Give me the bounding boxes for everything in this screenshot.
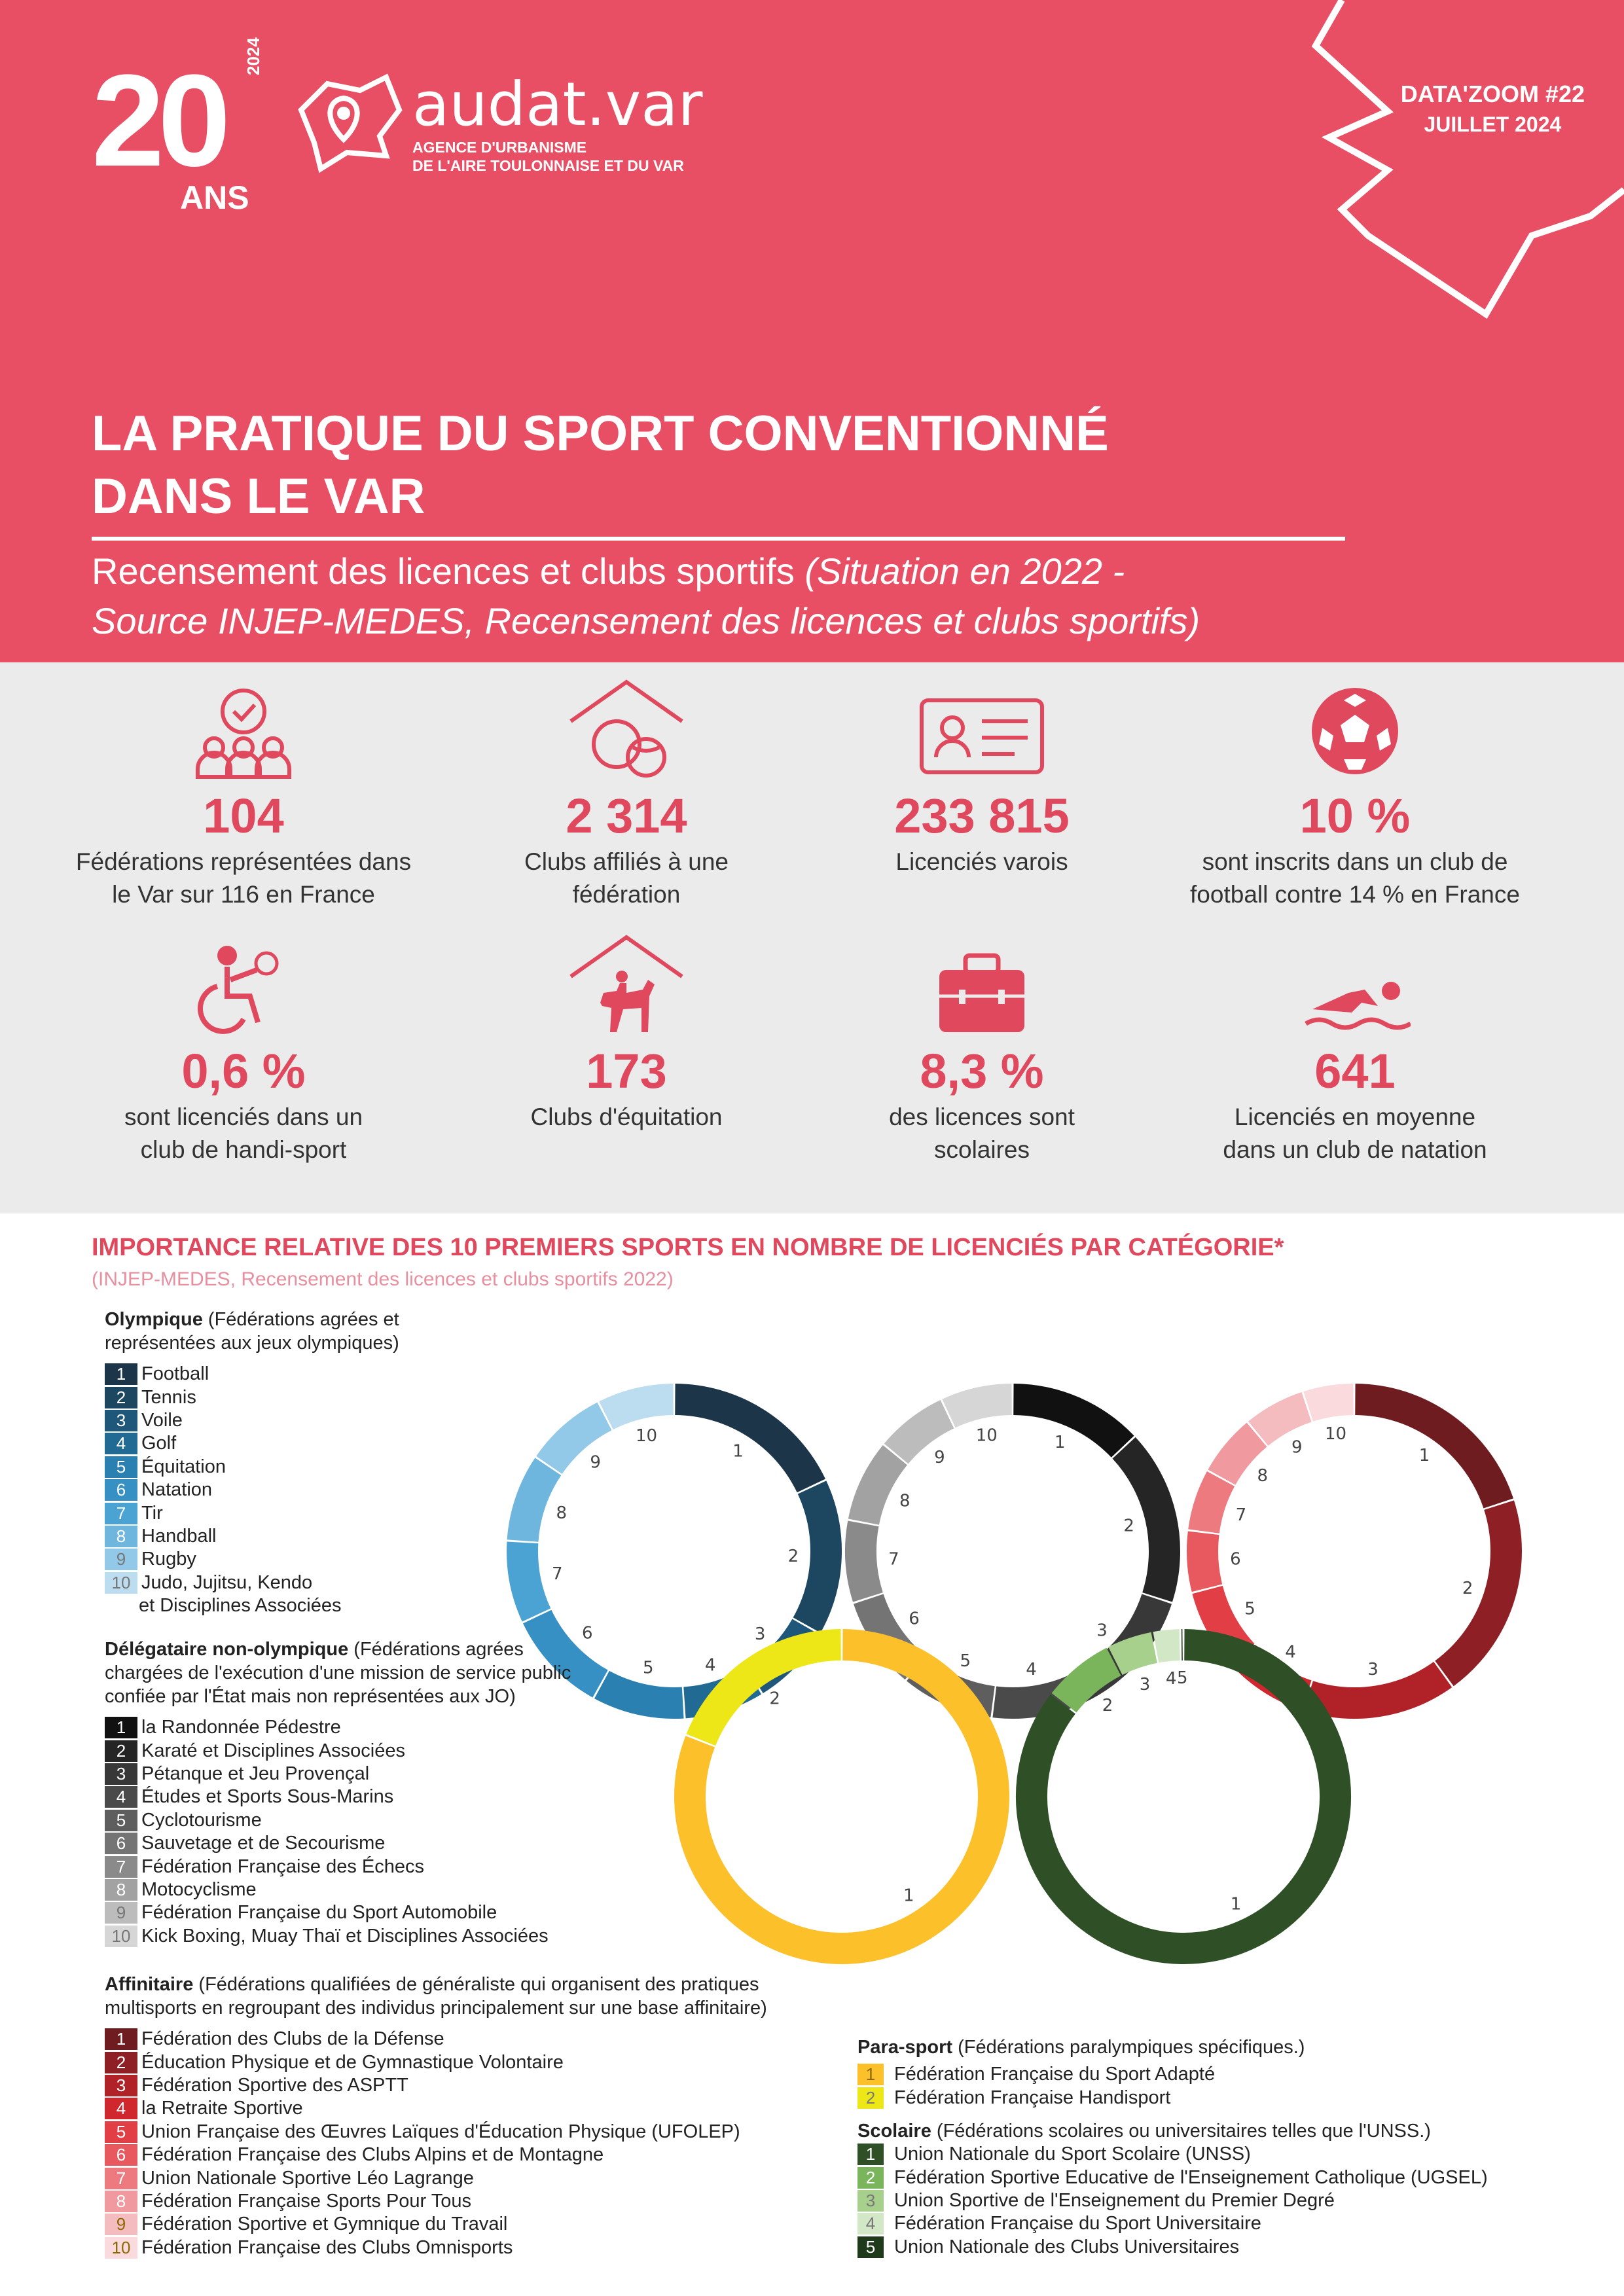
legend-item <box>105 2236 767 2259</box>
legend-swatch: 1 <box>857 2064 884 2085</box>
legend-swatch: 10 <box>105 1926 137 1947</box>
legend-item <box>105 2121 767 2144</box>
legend-item <box>105 2166 767 2189</box>
legend-swatch: 5 <box>105 1456 137 1478</box>
ring-segment-label: 5 <box>1177 1668 1188 1689</box>
ring-segment-label: 1 <box>903 1886 914 1906</box>
legend-desc: confiée par l'État mais non représentées aux JO) <box>105 1686 516 1707</box>
stat-label: Licenciés en moyenne <box>1234 1103 1476 1130</box>
location-pin-icon <box>288 71 406 175</box>
ring-segment <box>606 1399 674 1416</box>
ring-segment-label: 2 <box>1123 1516 1134 1536</box>
legend-item <box>105 2074 767 2097</box>
ring-segment-label: 2 <box>1102 1695 1113 1715</box>
title-divider <box>92 537 1345 541</box>
legend-label: Union Sportive de l'Enseignement du Premier Degré <box>894 2189 1335 2211</box>
legend-name: Affinitaire <box>105 1974 194 1995</box>
legend-swatch: 6 <box>105 1479 137 1501</box>
section-source: (INJEP-MEDES, Recensement des licences et clubs sportifs 2022) <box>92 1268 674 1290</box>
legend-desc: (Fédérations qualifiées de généraliste qui organisent des pratiques <box>198 1974 759 1995</box>
legend-label: Éducation Physique et de Gymnastique Volontaire <box>141 2051 564 2073</box>
legend-item <box>105 1548 399 1571</box>
brand-line2: DE L'AIRE TOULONNAISE ET DU VAR <box>412 157 684 174</box>
legend-item <box>105 1763 571 1785</box>
legend-swatch: 3 <box>105 2075 137 2096</box>
legend-item <box>105 1785 571 1808</box>
ring-segment-label: 10 <box>975 1426 998 1446</box>
legend-label: Football <box>141 1363 209 1385</box>
legend-label: Motocyclisme <box>141 1878 257 1900</box>
ring-segment <box>1156 1645 1180 1647</box>
legend-desc: (Fédérations agrées et <box>208 1309 399 1330</box>
legend-label: Golf <box>141 1433 177 1454</box>
ring-segment-label: 6 <box>1230 1549 1241 1570</box>
stat-value: 641 <box>1314 1044 1396 1098</box>
legend-desc: (Fédérations paralympiques spécifiques.) <box>958 2037 1305 2058</box>
legend-label: Fédération Sportive et Gymnique du Travail <box>141 2214 508 2235</box>
ring-segment-label: 3 <box>754 1624 766 1645</box>
legend-item <box>857 2166 1488 2189</box>
ring-segment-label: 5 <box>1244 1599 1255 1619</box>
brand <box>412 69 703 174</box>
stat-scolaire <box>799 937 1165 1166</box>
issue-number: DATA'ZOOM #22 <box>1400 81 1585 107</box>
legend-item <box>105 2028 767 2051</box>
legend-item <box>105 1432 399 1455</box>
legend-item <box>105 1901 571 1924</box>
ring-segment <box>863 1455 895 1522</box>
header-banner <box>0 0 1624 662</box>
legend-swatch: 7 <box>105 1503 137 1524</box>
legend-swatch: 8 <box>105 1526 137 1547</box>
stat-federations <box>60 682 427 911</box>
ring-segment-label: 9 <box>1291 1437 1303 1458</box>
legend-desc: multisports en regroupant des individus principalement sur une base affinitaire) <box>105 1998 767 2018</box>
equestrian-icon <box>564 931 689 1035</box>
legend-label: Tir <box>141 1502 163 1524</box>
stat-label: sont licenciés dans un <box>124 1103 363 1130</box>
legend-item <box>105 1479 399 1501</box>
legend-desc: (Fédérations agrées <box>353 1639 524 1660</box>
ring-segment <box>807 1487 826 1625</box>
subtitle <box>92 547 1401 646</box>
legend-swatch: 2 <box>105 1387 137 1408</box>
legend-olympique <box>105 1308 399 1617</box>
legend-item <box>105 2051 767 2073</box>
stat-value: 2 314 <box>566 789 687 843</box>
key-figures <box>0 662 1624 1213</box>
ring-segment-label: 4 <box>704 1655 716 1676</box>
legend-label: Fédération Sportive Educative de l'Enseignement Catholique (UGSEL) <box>894 2166 1488 2188</box>
stat-label: Licenciés varois <box>895 848 1068 875</box>
section-title: IMPORTANCE RELATIVE DES 10 PREMIERS SPORTS EN NOMBRE DE LICENCIÉS PAR CATÉGORIE* <box>92 1234 1284 1261</box>
stat-label: scolaires <box>934 1136 1030 1163</box>
stat-label: fédération <box>572 881 681 908</box>
title-line1: LA PRATIQUE DU SPORT CONVENTIONNÉ <box>92 406 1109 461</box>
legend-swatch: 5 <box>105 2121 137 2143</box>
legend-label: Fédération Française des Clubs Omnisports <box>141 2236 513 2258</box>
ring-segment-label: 5 <box>643 1658 654 1678</box>
legend-swatch: 6 <box>105 2144 137 2166</box>
legend-label: la Randonnée Pédestre <box>141 1717 341 1738</box>
ring-segment-label: 2 <box>787 1546 799 1566</box>
legend-label: Équitation <box>141 1456 226 1477</box>
logo-year: 2024 <box>244 37 263 75</box>
legend-label: Natation <box>141 1479 213 1501</box>
legend-label: Fédération Française des Échecs <box>141 1856 424 1877</box>
legend-item <box>857 2063 1305 2086</box>
ring-segment-label: 1 <box>1055 1432 1066 1452</box>
legend-label: Rugby <box>141 1549 196 1570</box>
legend-label: Union Nationale des Clubs Universitaires <box>894 2236 1240 2257</box>
legend-label: Fédération Française Sports Pour Tous <box>141 2190 472 2212</box>
stat-value: 233 815 <box>894 789 1070 843</box>
legend-item <box>105 1832 571 1855</box>
legend-label: Karaté et Disciplines Associées <box>141 1740 405 1761</box>
legend-swatch: 3 <box>105 1410 137 1431</box>
legend-label: Union Nationale Sportive Léo Lagrange <box>141 2167 474 2189</box>
brand-line1: AGENCE D'URBANISME <box>412 139 587 156</box>
ring-segment <box>1221 1435 1257 1477</box>
legend-swatch: 1 <box>105 2028 137 2050</box>
legend-label: Handball <box>141 1525 217 1547</box>
legend-scolaire <box>857 2119 1488 2259</box>
legend-label: Union Nationale du Sport Scolaire (UNSS) <box>894 2144 1251 2165</box>
legend-label: Fédération Française Handisport <box>894 2087 1171 2108</box>
subtitle-main: Recensement des licences et clubs sportifs <box>92 550 795 592</box>
ring-segment <box>1202 1533 1207 1588</box>
legend-affinitaire <box>105 1973 767 2259</box>
legend-item-extra: et Disciplines Associées <box>139 1594 342 1616</box>
legend-swatch: 7 <box>105 2168 137 2189</box>
legend-swatch: 10 <box>105 2237 137 2259</box>
anniversary-logo <box>92 37 263 216</box>
ring-segment <box>1308 1399 1354 1407</box>
subtitle-source-1: (Situation en 2022 - <box>804 550 1125 592</box>
legend-swatch: 9 <box>105 1549 137 1570</box>
legend-swatch: 2 <box>105 1740 137 1762</box>
legend-label: Fédération des Clubs de la Défense <box>141 2028 444 2050</box>
legend-desc: représentées aux jeux olympiques) <box>105 1333 399 1354</box>
legend-label: Fédération Française du Sport Universitaire <box>894 2213 1261 2234</box>
stat-label: Clubs affiliés à une <box>524 848 729 875</box>
logo-ans: ANS <box>180 179 249 216</box>
legend-name: Délégataire non-olympique <box>105 1639 349 1660</box>
stat-football <box>1172 682 1538 911</box>
legend-label: Kick Boxing, Muay Thaï et Disciplines Associées <box>141 1925 549 1946</box>
legend-item <box>105 1409 399 1432</box>
ring-segment <box>948 1399 1011 1413</box>
issue-info <box>1401 79 1585 139</box>
handisport-icon <box>194 944 293 1035</box>
legend-swatch: 3 <box>857 2190 884 2212</box>
legend-label: Études et Sports Sous-Marins <box>141 1786 394 1808</box>
ring-segment <box>602 1685 683 1703</box>
federation-icon <box>188 682 299 780</box>
brand-name: audat.var <box>412 69 703 139</box>
legend-swatch: 9 <box>105 2214 137 2235</box>
ring-segment-label: 1 <box>1230 1894 1242 1914</box>
legend-item <box>105 1925 571 1948</box>
legend-swatch: 8 <box>105 1879 137 1901</box>
ring-segment <box>1444 1505 1506 1674</box>
stat-label: des licences sont <box>889 1103 1075 1130</box>
legend-item <box>105 1878 571 1901</box>
page-title <box>92 403 1109 528</box>
legend-item <box>105 1809 571 1832</box>
legend-item <box>105 1456 399 1479</box>
legend-label: Fédération Sportive des ASPTT <box>141 2074 408 2096</box>
club-house-icon <box>564 675 689 780</box>
ring-segment-label: 1 <box>1418 1445 1430 1465</box>
ring-segment-label: 9 <box>934 1448 945 1468</box>
legend-item <box>105 2190 767 2213</box>
ring-segment-label: 4 <box>1285 1642 1296 1662</box>
ring-segment-label: 7 <box>1235 1505 1247 1525</box>
legend-item <box>105 1571 399 1594</box>
legend-label: Union Française des Œuvres Laïques d'Éducation Physique (UFOLEP) <box>141 2121 740 2142</box>
legend-swatch: 4 <box>857 2213 884 2234</box>
legend-item <box>105 1363 399 1386</box>
legend-label: Sauvetage et de Secourisme <box>141 1833 386 1854</box>
title-line2: DANS LE VAR <box>92 469 425 524</box>
ring-segment-label: 6 <box>909 1609 920 1629</box>
ring-segment-label: 4 <box>1165 1668 1177 1689</box>
stat-value: 10 % <box>1299 789 1411 843</box>
logo-number: 20 <box>92 48 225 194</box>
legend-item <box>857 2212 1488 2235</box>
ring-segment <box>1013 1399 1123 1446</box>
legend-delegataire <box>105 1638 571 1948</box>
ring-segment <box>522 1543 536 1615</box>
legend-parasport <box>857 2036 1305 2109</box>
legend-name: Olympique <box>105 1309 203 1330</box>
ring-segment-label: 2 <box>769 1689 780 1709</box>
ring-segment <box>523 1467 549 1541</box>
legend-label: Pétanque et Jeu Provençal <box>141 1763 370 1784</box>
legend-swatch: 2 <box>105 2052 137 2073</box>
stat-label: dans un club de natation <box>1223 1136 1487 1163</box>
stat-value: 173 <box>586 1044 667 1098</box>
stat-clubs <box>443 682 810 911</box>
legend-swatch: 1 <box>105 1717 137 1738</box>
stat-equitation <box>443 937 810 1134</box>
legend-swatch: 5 <box>857 2236 884 2258</box>
stat-label: football contre 14 % en France <box>1190 881 1520 908</box>
legend-swatch: 7 <box>105 1856 137 1878</box>
stat-value: 0,6 % <box>181 1044 306 1098</box>
legend-swatch: 1 <box>105 1363 137 1385</box>
ring-segment-label: 2 <box>1462 1579 1473 1599</box>
ring-segment-label: 3 <box>1096 1621 1108 1641</box>
legend-label: Voile <box>141 1409 183 1431</box>
legend-swatch: 4 <box>105 2098 137 2119</box>
ring-segment-label: 5 <box>960 1651 971 1672</box>
legend-swatch: 6 <box>105 1833 137 1854</box>
legend-item <box>105 1716 571 1739</box>
ring-segment-label: 8 <box>1257 1465 1269 1486</box>
stat-natation <box>1172 937 1538 1166</box>
stat-licencies <box>799 682 1165 878</box>
legend-item <box>857 2236 1488 2259</box>
license-card-icon <box>916 695 1047 780</box>
ring-segment-label: 7 <box>888 1549 899 1570</box>
legend-name: Para-sport <box>857 2037 953 2058</box>
legend-label: Fédération Française du Sport Automobile <box>141 1902 497 1924</box>
legend-item <box>105 1386 399 1408</box>
school-bag-icon <box>933 950 1031 1035</box>
legend-item <box>105 2213 767 2236</box>
legend-desc: chargées de l'exécution d'une mission de service public <box>105 1662 571 1683</box>
legend-swatch: 9 <box>105 1902 137 1924</box>
stat-label: le Var sur 116 en France <box>112 881 375 908</box>
subtitle-source-2: Source INJEP-MEDES, Recensement des licences et clubs sportifs) <box>92 600 1200 641</box>
issue-date: JUILLET 2024 <box>1424 113 1562 136</box>
legend-item <box>857 2189 1488 2212</box>
ring-segment-label: 8 <box>556 1503 568 1524</box>
legend-swatch: 10 <box>105 1572 137 1594</box>
legend-item <box>105 1501 399 1524</box>
ring-segment-label: 1 <box>732 1441 744 1462</box>
ring-segment-label: 3 <box>1139 1674 1151 1695</box>
legend-desc: (Fédérations scolaires ou universitaires telles que l'UNSS.) <box>936 2121 1431 2142</box>
legend-item <box>105 1525 399 1548</box>
ring-segment-label: 9 <box>590 1452 601 1473</box>
stat-value: 104 <box>203 789 284 843</box>
legend-item <box>105 2097 767 2120</box>
legend-label: Cyclotourisme <box>141 1809 262 1831</box>
stat-label: sont inscrits dans un club de <box>1202 848 1508 875</box>
legend-item <box>105 1739 571 1762</box>
legend-swatch: 2 <box>857 2167 884 2189</box>
ring-segment-label: 10 <box>635 1426 658 1446</box>
legend-name: Scolaire <box>857 2121 931 2142</box>
legend-swatch: 1 <box>857 2144 884 2165</box>
ring-segment-label: 10 <box>1324 1424 1347 1444</box>
legend-label: Judo, Jujitsu, Kendo <box>141 1571 313 1593</box>
stat-handisport <box>60 937 427 1166</box>
stat-label: club de handi-sport <box>140 1136 347 1163</box>
ring-segment <box>1115 1647 1154 1660</box>
legend-item <box>105 1855 571 1878</box>
stat-label: Clubs d'équitation <box>530 1103 723 1130</box>
stat-value: 8,3 % <box>920 1044 1044 1098</box>
ring-segment-label: 6 <box>582 1623 593 1643</box>
legend-swatch: 5 <box>105 1810 137 1831</box>
legend-label: Fédération Française des Clubs Alpins et de Montagne <box>141 2144 604 2166</box>
legend-swatch: 2 <box>857 2087 884 2109</box>
stat-label: Fédérations représentées dans <box>75 848 412 875</box>
legend-swatch: 3 <box>105 1763 137 1785</box>
ring-segment <box>1204 1479 1221 1531</box>
legend-item <box>857 2086 1305 2109</box>
ring-segment-label: 7 <box>551 1564 563 1585</box>
football-icon <box>1306 682 1404 780</box>
ring-segment <box>1258 1407 1307 1434</box>
legend-item <box>105 2144 767 2166</box>
legend-swatch: 4 <box>105 1433 137 1454</box>
legend-label: Fédération Française du Sport Adapté <box>894 2064 1216 2085</box>
legend-swatch: 4 <box>105 1786 137 1808</box>
legend-label: Tennis <box>141 1386 196 1408</box>
legend-label: la Retraite Sportive <box>141 2098 303 2119</box>
ring-segment-label: 3 <box>1367 1659 1379 1679</box>
legend-item <box>857 2143 1488 2166</box>
swimming-icon <box>1299 977 1411 1035</box>
ring-segment-label: 4 <box>1026 1659 1037 1679</box>
ring-segment-label: 8 <box>899 1491 911 1511</box>
ring-segment <box>861 1524 868 1597</box>
legend-swatch: 8 <box>105 2191 137 2212</box>
